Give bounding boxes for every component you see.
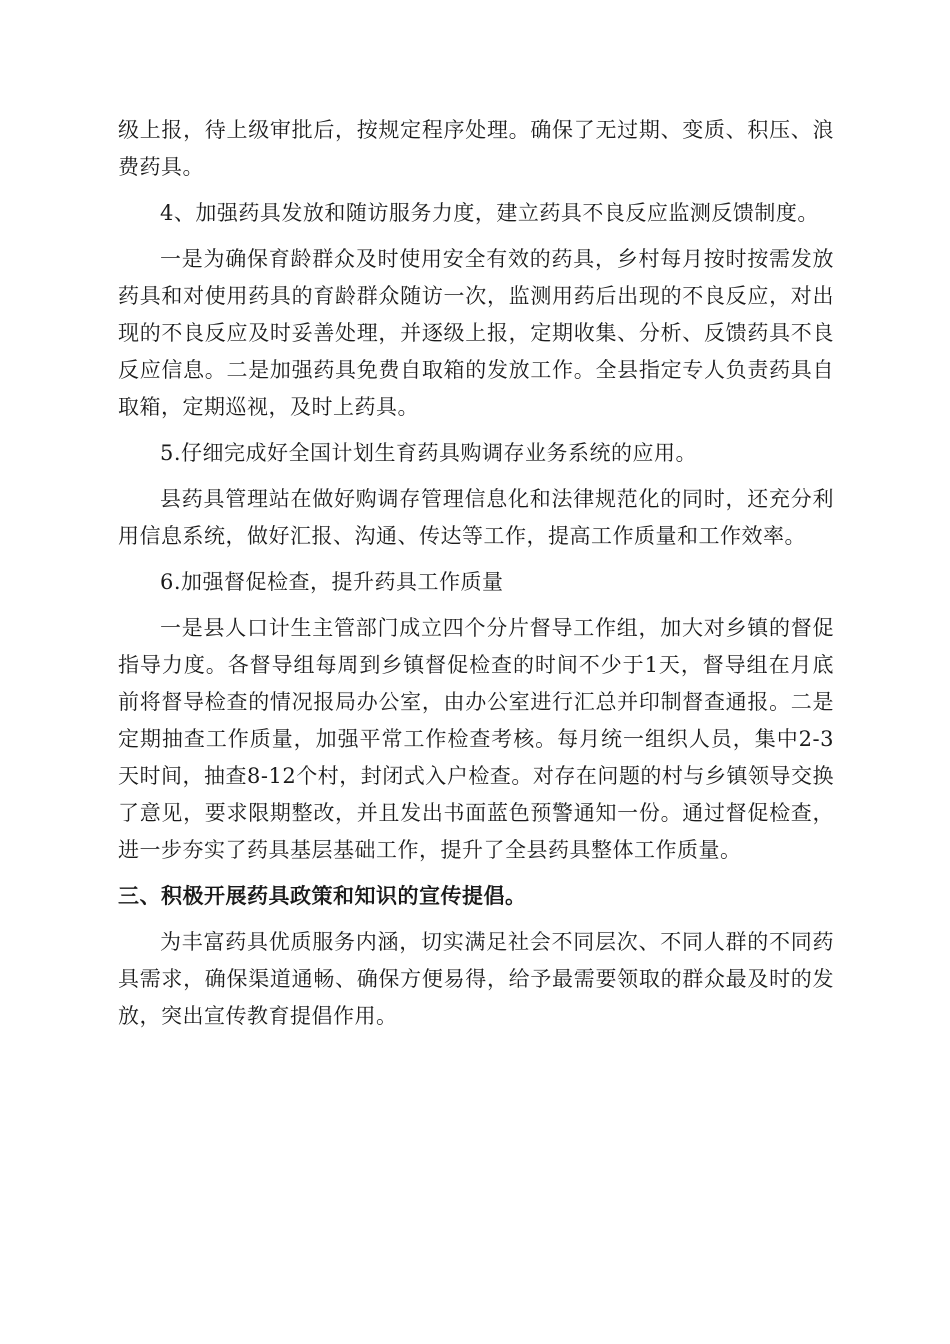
section-3-heading: 三、积极开展药具政策和知识的宣传提倡。: [118, 884, 527, 908]
item-6-body: 一是县人口计生主管部门成立四个分片督导工作组，加大对乡镇的督促指导力度。各督导组每周到乡镇督促检查的时间不少于1天，督导组在月底前将督导检查的情况报局办公室，由办公室进行汇总并印制督查通报。二是定期抽查工作质量，加强平常工作检查考核。每月统一组织人员，集中2-3天时间，抽查8-12个村，封闭式入户检查。对存在问题的村与乡镇领导交换了意见，要求限期整改，并且发出书面蓝色预警通知一份。通过督促检查，进一步夯实了药具基层基础工作，提升了全县药具整体工作质量。: [118, 616, 834, 862]
item-4-heading: 4、加强药具发放和随访服务力度，建立药具不良反应监测反馈制度。: [160, 201, 819, 225]
item-6-heading: 6.加强督促检查，提升药具工作质量: [160, 570, 504, 594]
section-3-body: 为丰富药具优质服务内涵，切实满足社会不同层次、不同人群的不同药具需求，确保渠道通畅、确保方便易得，给予最需要领取的群众最及时的发放，突出宣传教育提倡作用。: [118, 930, 834, 1028]
document-page: [118, 112, 834, 1035]
paragraph-continuation: 级上报，待上级审批后，按规定程序处理。确保了无过期、变质、积压、浪费药具。: [118, 118, 834, 179]
item-5-heading: 5.仔细完成好全国计划生育药具购调存业务系统的应用。: [160, 441, 698, 465]
item-5-body: 县药具管理站在做好购调存管理信息化和法律规范化的同时，还充分利用信息系统，做好汇报、沟通、传达等工作，提高工作质量和工作效率。: [118, 487, 834, 548]
item-4-body: 一是为确保育龄群众及时使用安全有效的药具，乡村每月按时按需发放药具和对使用药具的育龄群众随访一次，监测用药后出现的不良反应，对出现的不良反应及时妥善处理，并逐级上报，定期收集、分析、反馈药具不良反应信息。二是加强药具免费自取箱的发放工作。全县指定专人负责药具自取箱，定期巡视，及时上药具。: [118, 247, 834, 419]
